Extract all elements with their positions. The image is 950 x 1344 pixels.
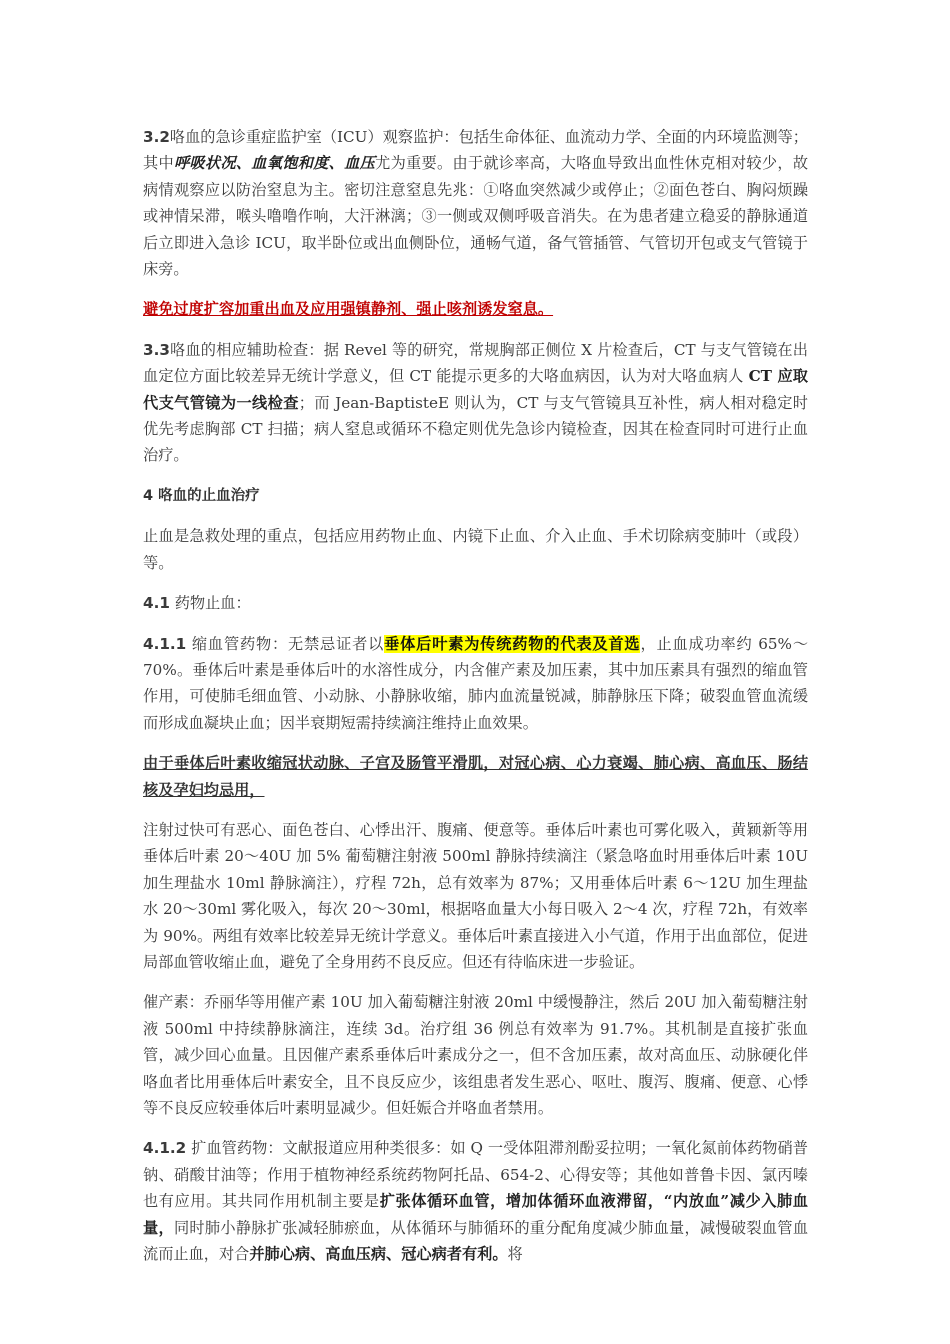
- section-3-3-paragraph: [143, 337, 808, 469]
- contraindication-paragraph: [143, 750, 808, 803]
- warning-paragraph: [143, 296, 808, 322]
- section-4-intro: 止血是急救处理的重点，包括应用药物止血、内镜下止血、介入止血、手术切除病变肺叶（或段）等。: [143, 527, 808, 572]
- highlighted-text: 垂体后叶素为传统药物的代表及首选: [384, 634, 641, 653]
- section-number: 4.1.2: [143, 1139, 187, 1158]
- text-run: 尤为重要。由于就诊率高，大咯血导致出血性休克相对较少，故病情观察应以防治窒息为主。密切注意窒息先兆：①咯血突然减少或停止；②面色苍白、胸闷烦躁或神情呆滞，喉头噜噜作响，大汗淋漓；③一侧或双侧呼吸音消失。在为患者建立稳妥的静脉通道后立即进入急诊 ICU，取半卧位或出血侧卧位，通畅气道，备气管插管、气管切开包或支气管镜于床旁。: [143, 154, 809, 279]
- text-run: 咯血的急诊重症监护室（ICU）观察监护：包括生命体征、血流动力学、全面的内环境监测等；其中: [143, 128, 808, 173]
- text-run: 咯血的相应辅助检查：据 Revel 等的研究，常规胸部正侧位 X 片检查后，CT 与支气管镜在出血定位方面比较差异无统计学意义，但 CT 能提示更多的大咯血病因，认为对大咯血病人: [143, 340, 808, 386]
- section-3-2-paragraph: [143, 124, 808, 282]
- text-run: 扩血管药物：文献报道应用种类很多：如 Q 一受体阻滞剂酚妥拉明；一氧化氮前体药物硝普钠、硝酸甘油等；作用于植物神经系统药物阿托品、654-2、心得安等；其他如普鲁卡因、氯丙嗪也有应用。其共同作用机制主要是: [143, 1139, 808, 1211]
- oxytocin-paragraph: 催产素：乔丽华等用催产素 10U 加入葡萄糖注射液 20ml 中缓慢静注，然后 20U 加入葡萄糖注射液 500ml 中持续静脉滴注，连续 3d。治疗组 36 例总有效率为 91.7%。其机制是直接扩张血管，减少回心血量。且因催产素系垂体后叶素成分之一，但不含加压素，故对高血压、动脉硬化伴咯血者比用垂体后叶素安全，且不良反应少，该组患者发生恶心、呕吐、腹泻、腹痛、便意、心悸等不良反应较垂体后叶素明显减少。但妊娠合并咯血者禁用。: [143, 993, 808, 1117]
- warning-text: 避免过度扩容加重出血及应用强镇静剂、强止咳剂诱发窒息。: [143, 300, 554, 319]
- section-number: 3.3: [143, 340, 170, 359]
- section-number: 4.1: [143, 594, 170, 613]
- bold-text: 并肺心病、高血压病、冠心病者有利。: [249, 1245, 508, 1264]
- injection-paragraph: 注射过快可有恶心、面色苍白、心悸出汗、腹痛、便意等。垂体后叶素也可雾化吸入，黄颖新等用垂体后叶素 20～40U 加 5% 葡萄糖注射液 500ml 静脉持续滴注（紧急咯血时用垂体后叶素 10U 加生理盐水 10ml 静脉滴注），疗程 72h，总有效率为 87%；又用垂体后叶素 6～12U 加生理盐水 20～30ml 雾化吸入，每次 20～30ml，根据咯血量大小每日吸入 2～4 次，疗程 72h，有效率为 90%。两组有效率比较差异无统计学意义。垂体后叶素直接进入小气道，作用于出血部位，促进局部血管收缩止血，避免了全身用药不良反应。但还有待临床进一步验证。: [143, 820, 808, 971]
- text-run: ，止血成功率约 65%～70%。垂体后叶素是垂体后叶的水溶性成分，内含催产素及加压素，其中加压素具有强烈的缩血管作用，可使肺毛细血管、小动脉、小静脉收缩，肺内血流量锐减，肺静脉压下降；破裂血管血流缓而形成血凝块止血；因半衰期短需持续滴注维持止血效果。: [143, 634, 809, 732]
- section-4-1-1-paragraph: [143, 631, 808, 737]
- text-run: 缩血管药物：无禁忌证者以: [186, 634, 385, 653]
- bold-text: CT 应取代支气管镜为一线检查: [143, 367, 808, 412]
- contraindication-text: 由于垂体后叶素收缩冠状动脉、子宫及肠管平滑肌，对冠心病、心力衰竭、肺心病、高血压、肠结核及孕妇均忌用，: [143, 754, 808, 799]
- text-run: 药物止血：: [169, 594, 251, 613]
- section-4-heading: 4 咯血的止血治疗: [143, 487, 260, 504]
- text-run: 同时肺小静脉扩张减轻肺瘀血，从体循环与肺循环的重分配角度减少肺血量，减慢破裂血管血流而止血，对合: [143, 1218, 809, 1264]
- emphasis-text: 呼吸状况、血氧饱和度、血压: [173, 154, 376, 173]
- section-4-1-heading: [143, 590, 808, 616]
- section-number: 3.2: [143, 128, 170, 146]
- section-4-1-2-paragraph: [143, 1135, 808, 1267]
- text-run: ；而 Jean-BaptisteE 则认为，CT 与支气管镜具互补性，病人相对稳定时优先考虑胸部 CT 扫描；病人窒息或循环不稳定则优先急诊内镜检查，因其在检查同时可进行止血治疗。: [143, 393, 808, 465]
- section-number: 4.1.1: [143, 634, 187, 653]
- text-run: 将: [507, 1245, 523, 1264]
- bold-text: 扩张体循环血管，增加体循环血液滞留，“内放血”减少入肺血量，: [143, 1192, 808, 1237]
- document-body: [143, 124, 808, 1281]
